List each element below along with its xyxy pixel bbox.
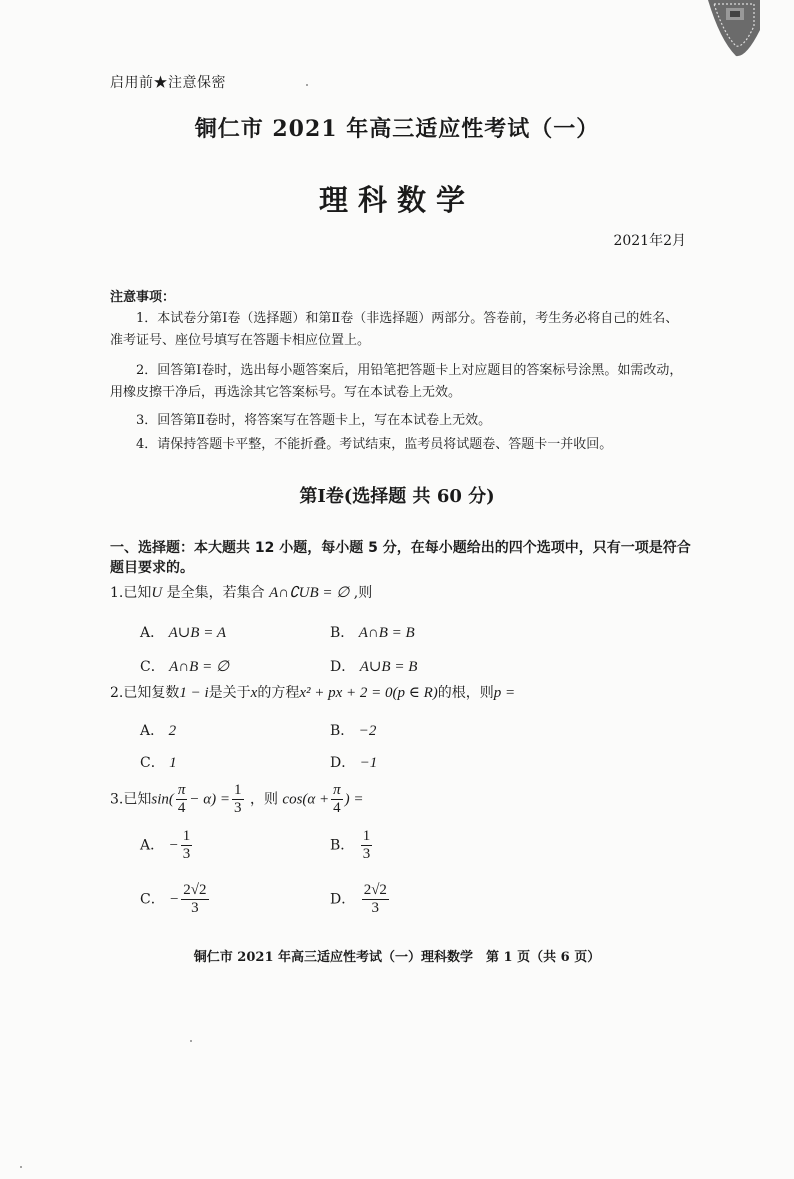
section-instruction: 一、选择题：本大题共 12 小题，每小题 5 分，在每小题给出的四个选项中，只有一项是符合题目要求的。 — [110, 540, 691, 576]
scan-speck — [20, 1166, 22, 1168]
exam-subject: 理科数学 — [318, 183, 475, 217]
question-1-stem: 1.已知U 是全集，若集合 A∩∁UB = ∅ ,则 — [110, 585, 373, 601]
scan-speck — [190, 1040, 192, 1042]
part-title: 第Ⅰ卷(选择题 共 60 分) — [299, 486, 495, 507]
corner-stamp-graphic — [706, 0, 760, 58]
fraction-pi-over-4: $\frac{\pi}{4}$ — [177, 782, 186, 816]
notice-item-2: 2．回答第Ⅰ卷时，选出每小题答案后，用铅笔把答题卡上对应题目的答案标号涂黑。如需改动，用橡皮擦干净后，再选涂其它答案标号。写在本试卷上无效。 — [110, 363, 683, 400]
question-1-option-a: A． A∪B = A — [140, 625, 226, 641]
fraction-pi-over-4-cos: $\frac{\pi}{4}$ — [333, 782, 341, 816]
question-3-option-d: D． $\frac{2√2}{3}$ — [330, 882, 387, 916]
fraction-one-third: $\frac{1}{3}$ — [234, 782, 242, 816]
confidential-notice: 启用前★注意保密 — [110, 75, 226, 91]
question-3-stem: 3.已知sin( $\frac{\pi}{4}$ − α) = $\frac{1}{3}$ ，则 cos(α + $\frac{\pi}{4}$ ) = — [110, 782, 364, 816]
question-2-stem: 2.已知复数1 − i是关于x的方程x² + px + 2 = 0(p ∈ R)的根，则p = — [110, 685, 516, 701]
question-2-option-b: B． −2 — [330, 723, 377, 739]
question-1-option-b: B． A∩B = B — [330, 625, 415, 641]
notice-item-4: 4．请保持答题卡平整，不能折叠。考试结束，监考员将试题卷、答题卡一并收回。 — [136, 437, 613, 452]
question-3-option-a: A． − $\frac{1}{3}$ — [140, 828, 191, 862]
question-1-option-d: D． A∪B = B — [330, 659, 418, 675]
question-1-option-c: C． A∩B = ∅ — [140, 659, 230, 675]
scan-speck — [306, 84, 308, 86]
page-footer: 铜仁市 2021 年高三适应性考试（一）理科数学 第 1 页（共 6 页） — [193, 950, 601, 965]
question-3-option-b: B． $\frac{1}{3}$ — [330, 828, 371, 862]
question-2-option-d: D． −1 — [330, 755, 378, 771]
notice-heading: 注意事项： — [110, 290, 176, 305]
exam-title: 铜仁市 2021 年高三适应性考试（一） — [194, 116, 600, 142]
notice-item-1: 1．本试卷分第Ⅰ卷（选择题）和第Ⅱ卷（非选择题）两部分。答卷前，考生务必将自己的姓名、准考证号、座位号填写在答题卡相应位置上。 — [110, 311, 679, 348]
question-2-option-c: C． 1 — [140, 755, 177, 771]
exam-date: 2021年2月 — [613, 233, 686, 249]
question-3-option-c: C． − $\frac{2√2}{3}$ — [140, 882, 207, 916]
question-2-option-a: A． 2 — [140, 723, 177, 739]
notice-item-3: 3．回答第Ⅱ卷时，将答案写在答题卡上，写在本试卷上无效。 — [136, 413, 492, 428]
